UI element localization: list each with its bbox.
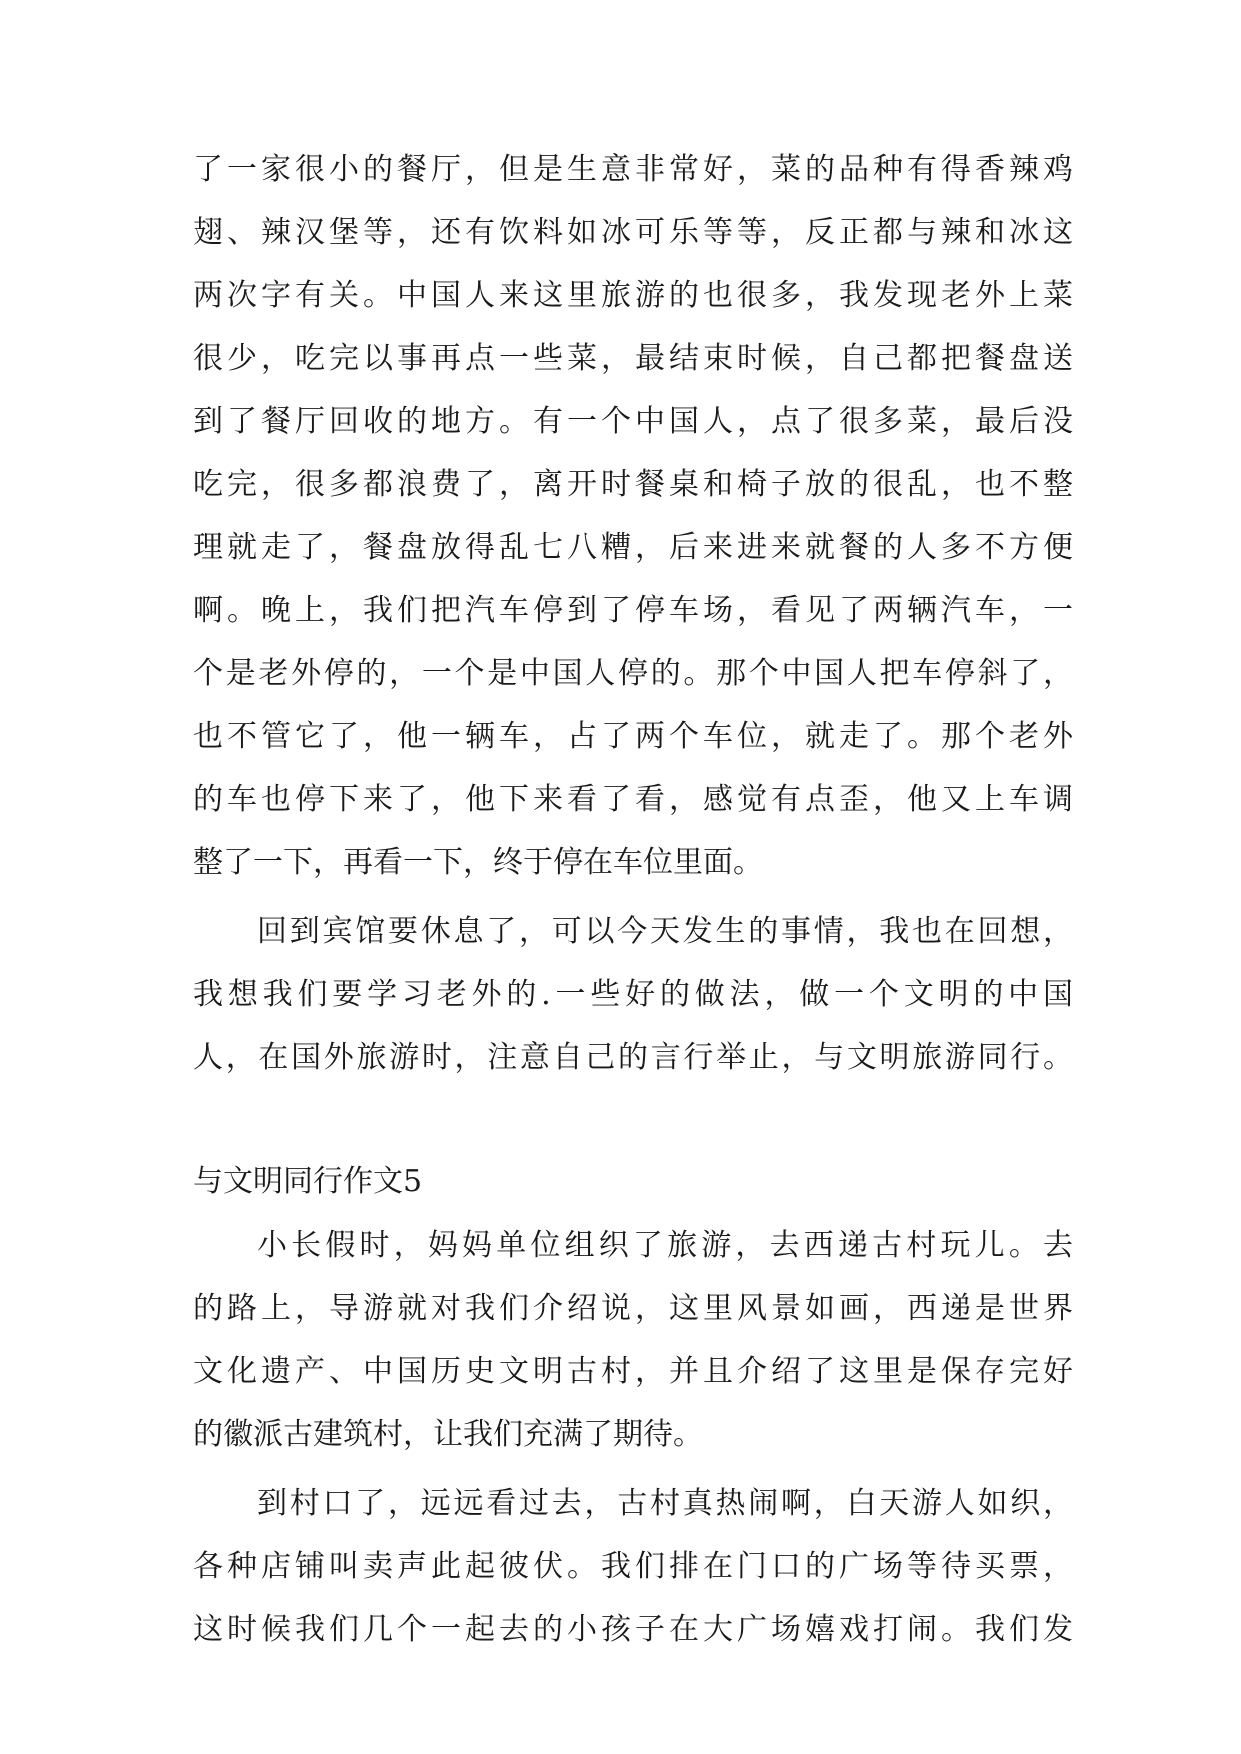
text-line: 到村口了，远远看过去，古村真热闹啊，白天游人如织， (257, 1486, 1073, 1521)
text-line: 我想我们要学习老外的.一些好的做法，做一个文明的中国 (193, 977, 1073, 1012)
text-line: 的路上，导游就对我们介绍说，这里风景如画，西递是世界 (193, 1291, 1073, 1326)
text-line: 理就走了，餐盘放得乱七八糟，后来进来就餐的人多不方便 (193, 530, 1073, 565)
text-line: 的车也停下来了，他下来看了看，感觉有点歪，他又上车调 (193, 782, 1073, 817)
text-line: 各种店铺叫卖声此起彼伏。我们排在门口的广场等待买票， (193, 1549, 1073, 1584)
text-line: 文化遗产、中国历史文明古村，并且介绍了这里是保存完好 (193, 1354, 1073, 1389)
text-line: 回到宾馆要休息了，可以今天发生的事情，我也在回想， (257, 914, 1073, 949)
section-heading: 与文明同行作文5 (193, 1164, 423, 1199)
text-line: 两次字有关。中国人来这里旅游的也很多，我发现老外上菜 (193, 278, 1073, 313)
text-line: 这时候我们几个一起去的小孩子在大广场嬉戏打闹。我们发 (193, 1612, 1073, 1647)
text-line: 个是老外停的，一个是中国人停的。那个中国人把车停斜了， (193, 656, 1073, 691)
text-line: 啊。晚上，我们把汽车停到了停车场，看见了两辆汽车，一 (193, 593, 1073, 628)
text-line: 也不管它了，他一辆车，占了两个车位，就走了。那个老外 (193, 719, 1073, 754)
text-line: 整了一下，再看一下，终于停在车位里面。 (193, 845, 763, 880)
text-line: 了一家很小的餐厅，但是生意非常好，菜的品种有得香辣鸡 (193, 152, 1073, 187)
text-line: 的徽派古建筑村，让我们充满了期待。 (193, 1417, 703, 1452)
text-line: 到了餐厅回收的地方。有一个中国人，点了很多菜，最后没 (193, 404, 1073, 439)
text-line: 人，在国外旅游时，注意自己的言行举止，与文明旅游同行。 (193, 1040, 1073, 1075)
text-line: 翅、辣汉堡等，还有饮料如冰可乐等等，反正都与辣和冰这 (193, 215, 1073, 250)
text-line: 很少，吃完以事再点一些菜，最结束时候，自己都把餐盘送 (193, 341, 1073, 376)
text-line: 小长假时，妈妈单位组织了旅游，去西递古村玩儿。去 (257, 1228, 1073, 1263)
text-line: 吃完，很多都浪费了，离开时餐桌和椅子放的很乱，也不整 (193, 467, 1073, 502)
